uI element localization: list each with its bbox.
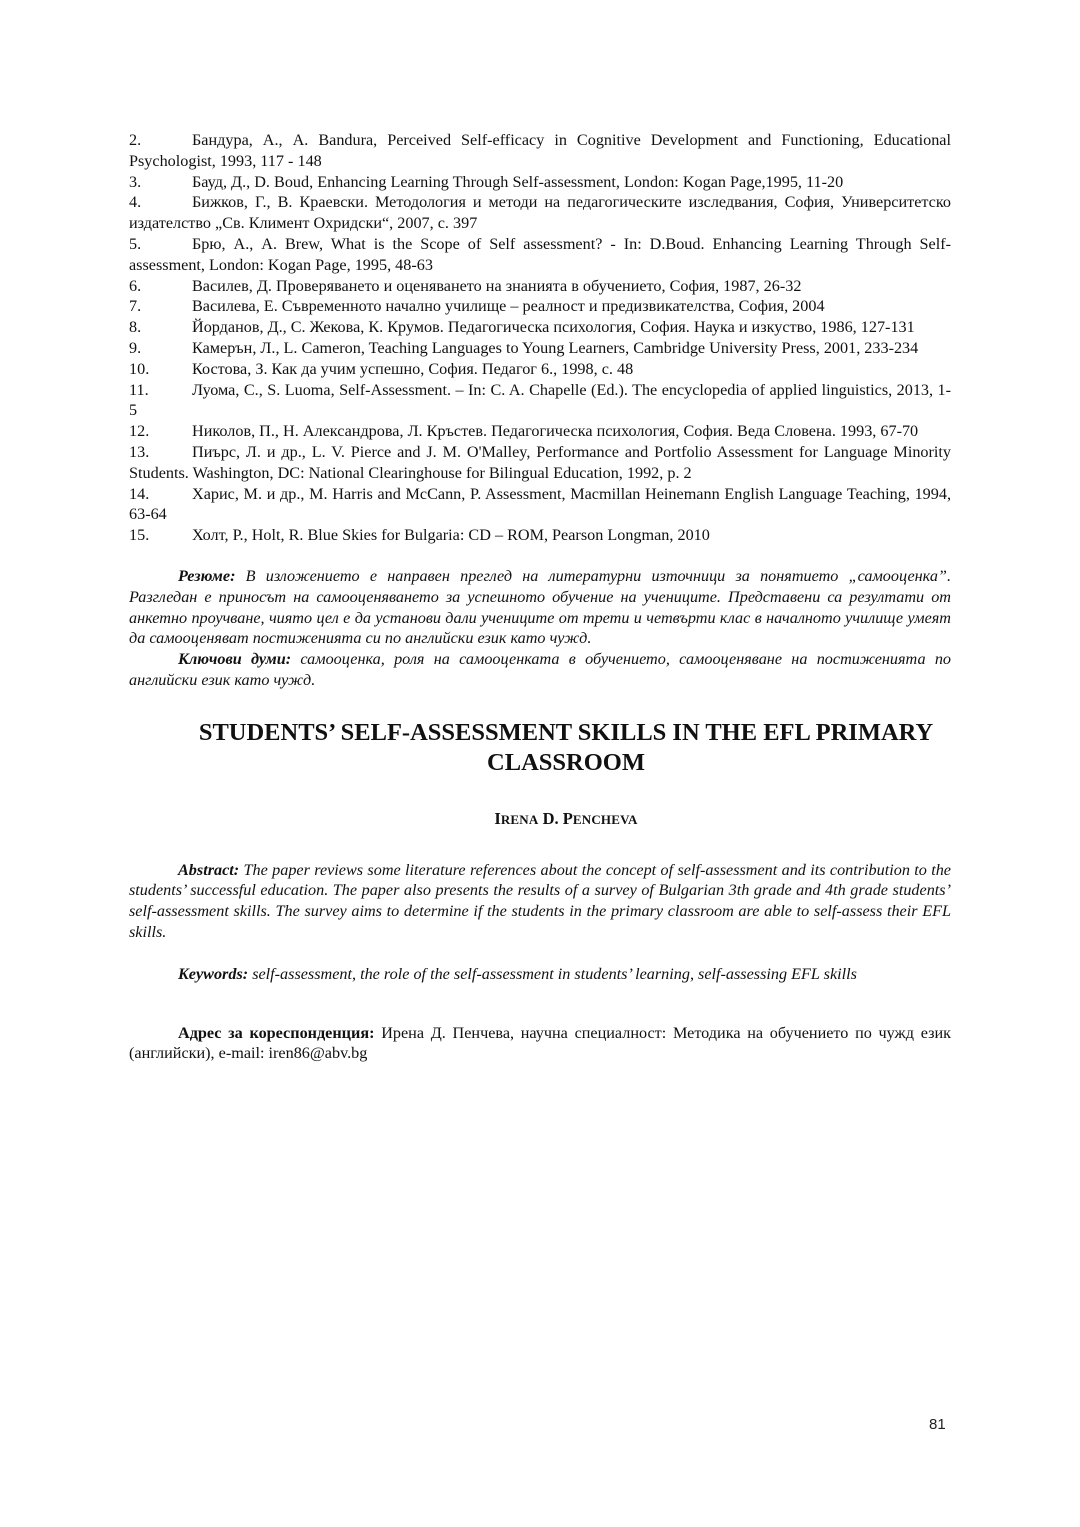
title-line-1: STUDENTS’ SELF-ASSESSMENT SKILLS IN THE EFL PRIMARY bbox=[198, 718, 934, 746]
address-label: Адрес за кореспонденция: bbox=[178, 1023, 375, 1042]
keywords-bg-label: Ключови думи: bbox=[178, 650, 292, 669]
reference-number: 2. bbox=[129, 131, 142, 149]
reference-text: Бижков, Г., В. Краевски. Методология и методи на педагогическите изследвания, София, Университетско издателство „Св. Климент Охридски“, 2007, с. 397 bbox=[129, 193, 951, 233]
keywords-bg-text: самооценка, роля на самооценката в обучението, самооценяване на постиженията по английски език като чужд. bbox=[129, 650, 952, 689]
author-first-initial: I bbox=[494, 808, 501, 828]
reference-number: 7. bbox=[129, 297, 142, 316]
reference-item bbox=[129, 421, 951, 442]
keywords-bg-paragraph bbox=[129, 649, 951, 691]
keywords-en-label: Keywords: bbox=[178, 964, 249, 983]
keywords-en-paragraph bbox=[129, 964, 951, 985]
resume-text: В изложението е направен преглед на литературни източници за понятието „самооценка”. Разгледан е приносът на самооценяването за успешното обучение на учениците. Представени са резултати от анкетно проучване, чиято цел е да установи дали учениците от трети и четвърти клас в началното училище умеят да самооценяват постиженията си по английски език като чужд. bbox=[129, 566, 951, 648]
reference-number: 8. bbox=[129, 318, 142, 337]
author-first-rest: RENA bbox=[500, 811, 539, 827]
abstract-paragraph bbox=[129, 860, 951, 943]
correspondence-address bbox=[129, 1023, 951, 1065]
reference-item bbox=[129, 359, 951, 380]
abstract-text: The paper reviews some literature references about the concept of self-assessment and its contribution to the students’ successful education. The paper also presents the results of a survey of Bulgarian 3th grade and 4th grade students’ self-assessment skills. The survey aims to determine if the students in the primary classroom are able to self-assess their EFL skills. bbox=[129, 860, 951, 941]
reference-text: Луома, С., S. Luoma, Self-Assessment. – In: C. A. Chapelle (Ed.). The encyclopedia of applied linguistics, 2013, 1-5 bbox=[129, 380, 951, 420]
reference-number: 13. bbox=[129, 442, 150, 461]
title-line-2: CLASSROOM bbox=[487, 748, 645, 776]
reference-number: 5. bbox=[129, 234, 142, 253]
author-last-initial: P bbox=[562, 808, 573, 828]
reference-item bbox=[129, 192, 951, 234]
author-middle: D. bbox=[538, 808, 563, 828]
reference-text: Василев, Д. Проверяването и оценяването на знанията в обучението, София, 1987, 26-32 bbox=[192, 276, 802, 295]
reference-item bbox=[129, 317, 951, 338]
reference-text: Костова, З. Как да учим успешно, София. Педагог 6., 1998, с. 48 bbox=[192, 359, 634, 378]
abstract-label: Abstract: bbox=[178, 860, 240, 879]
reference-item bbox=[129, 130, 951, 172]
reference-item bbox=[129, 525, 951, 546]
reference-text: Холт, Р., Holt, R. Blue Skies for Bulgaria: CD – ROM, Pearson Longman, 2010 bbox=[192, 526, 710, 545]
reference-number: 6. bbox=[129, 276, 142, 295]
reference-item bbox=[129, 442, 951, 484]
author-name bbox=[129, 809, 951, 831]
reference-text: Йорданов, Д., С. Жекова, К. Крумов. Педагогическа психология, София. Наука и изкуство, 1986, 127-131 bbox=[192, 318, 915, 337]
reference-text: Бауд, Д., D. Boud, Enhancing Learning Through Self-assessment, London: Kogan Page,1995, 11-20 bbox=[192, 172, 844, 191]
reference-item bbox=[129, 380, 951, 422]
reference-text: Харис, М. и др., M. Harris and McCann, P. Assessment, Macmillan Heinemann English Language Teaching, 1994, 63-64 bbox=[129, 484, 951, 524]
reference-text: Бандура, А., A. Bandura, Perceived Self-efficacy in Cognitive Development and Functioning, Educational Psychologist, 1993, 117 - 148 bbox=[129, 131, 951, 170]
reference-item bbox=[129, 234, 951, 276]
reference-number: 9. bbox=[129, 338, 142, 357]
address-text: Ирена Д. Пенчева, научна специалност: Методика на обучението по чужд език (английски), e-mail: iren86@abv.bg bbox=[129, 1023, 951, 1063]
reference-text: Василева, Е. Съвременното начално училище – реалност и предизвикателства, София, 2004 bbox=[192, 297, 825, 316]
reference-item bbox=[129, 484, 951, 526]
reference-item bbox=[129, 338, 951, 359]
resume-paragraph bbox=[129, 566, 951, 649]
reference-number: 10. bbox=[129, 359, 150, 378]
page-number: 81 bbox=[929, 1416, 946, 1433]
reference-item bbox=[129, 172, 951, 193]
reference-text: Камерън, Л., L. Cameron, Teaching Languages to Young Learners, Cambridge University Press, 2001, 233-234 bbox=[192, 338, 919, 357]
reference-number: 14. bbox=[129, 484, 150, 503]
page-content bbox=[129, 130, 951, 1064]
keywords-en-text: self-assessment, the role of the self-assessment in students’ learning, self-assessing EFL skills bbox=[248, 964, 857, 983]
reference-text: Пиърс, Л. и др., L. V. Pierce and J. M. O'Malley, Performance and Portfolio Assessment for Language Minority Students. Washington, DC: National Clearinghouse for Bilingual Education, 1992, p. 2 bbox=[129, 442, 951, 482]
reference-text: Николов, П., Н. Александрова, Л. Кръстев. Педагогическа психология, София. Веда Словена. 1993, 67-70 bbox=[192, 422, 919, 441]
author-last-rest: ENCHEVA bbox=[572, 811, 638, 827]
resume-label: Резюме: bbox=[178, 566, 236, 585]
reference-number: 12. bbox=[129, 422, 150, 441]
reference-item bbox=[129, 276, 951, 297]
reference-item bbox=[129, 296, 951, 317]
article-title bbox=[129, 718, 951, 778]
reference-text: Брю, А., A. Brew, What is the Scope of Self assessment? - In: D.Boud. Enhancing Learning Through Self-assessment, London: Kogan Page, 1995, 48-63 bbox=[129, 234, 951, 274]
reference-number: 4. bbox=[129, 193, 142, 212]
reference-number: 15. bbox=[129, 526, 150, 545]
reference-list bbox=[129, 130, 951, 546]
reference-number: 3. bbox=[129, 172, 142, 191]
reference-number: 11. bbox=[129, 380, 149, 399]
